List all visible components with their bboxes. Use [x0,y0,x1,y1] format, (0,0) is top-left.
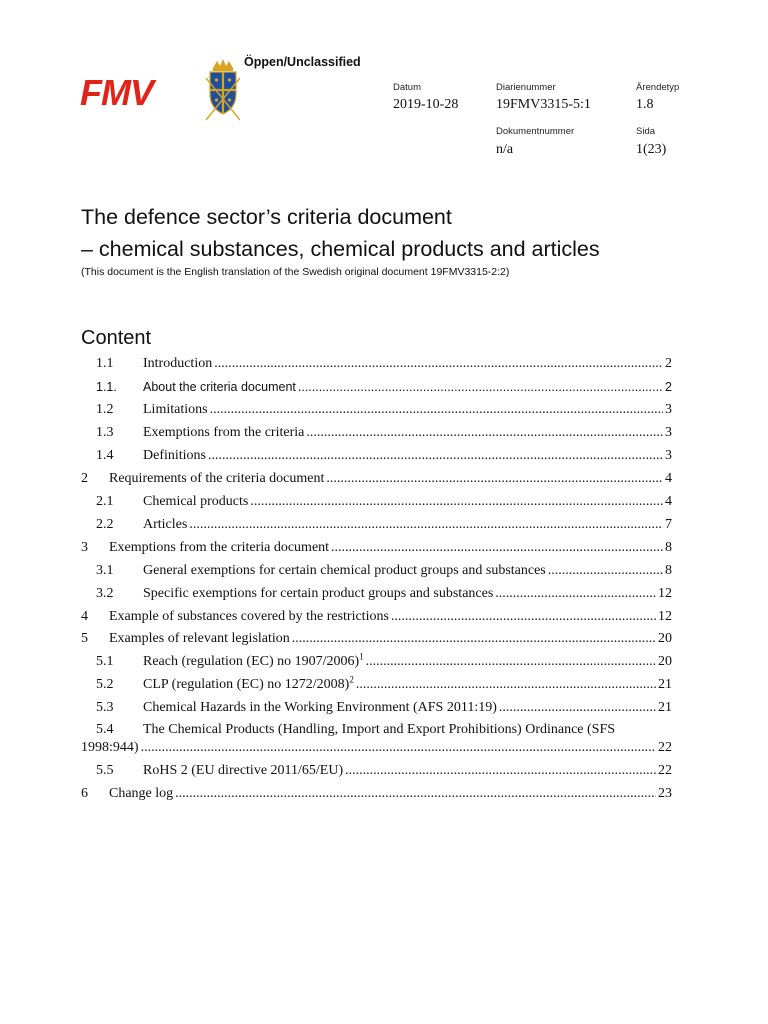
toc-leader-dots [495,585,656,603]
toc-page-number: 2 [665,380,672,394]
toc-leader-dots [292,630,656,648]
toc-leader-dots [210,401,663,419]
toc-number: 5.4 [96,722,114,737]
toc-number: 3 [81,540,88,555]
toc-item[interactable] [81,608,672,626]
toc-leader-dots [208,447,663,465]
toc-item[interactable] [81,539,672,557]
toc-number: 5.5 [96,763,114,778]
toc-page-number: 12 [658,586,672,601]
toc-title-continued: 1998:944) [81,740,139,755]
toc-item[interactable] [96,401,672,419]
toc-title: Articles [143,517,188,532]
toc-number: 1.3 [96,425,114,440]
datum-label: Datum [393,82,421,93]
toc-page-number: 2 [665,356,672,371]
toc-number: 3.2 [96,586,114,601]
toc-title: Reach (regulation (EC) no 1907/2006)$^1$ [143,651,364,669]
document-title-line1: The defence sector’s criteria document [81,205,452,229]
toc-number: 3.1 [96,563,114,578]
toc-item[interactable] [81,470,672,488]
toc-page-number: 22 [658,763,672,778]
toc-number: 6 [81,786,88,801]
toc-page-number: 7 [665,517,672,532]
toc-item[interactable] [96,516,672,534]
toc-number: 4 [81,609,88,624]
toc-item[interactable] [96,424,672,442]
toc-item[interactable] [96,699,672,717]
toc-title: Example of substances covered by the restrictions [109,609,389,624]
toc-leader-dots [175,785,656,803]
toc-title: Requirements of the criteria document [109,471,325,486]
toc-number: 2 [81,471,88,486]
classification-label: Öppen/Unclassified [244,55,361,69]
toc-item[interactable] [81,630,672,648]
toc-leader-dots [306,424,663,442]
toc-title: CLP (regulation (EC) no 1272/2008)$^2$ [143,674,354,692]
toc-page-number: 4 [665,494,672,509]
toc-number: 5.2 [96,677,114,692]
toc-leader-dots [391,608,656,626]
toc-title: About the criteria document [143,380,296,394]
toc-page-number: 8 [665,563,672,578]
toc-title: Chemical Hazards in the Working Environment (AFS 2011:19) [143,700,497,715]
toc-page-number: 20 [658,654,672,669]
toc-leader-dots [250,493,663,511]
fmv-logo-wordmark: FMV [80,72,153,113]
toc-number: 1.1 [96,356,114,371]
dokumentnummer-label: Dokumentnummer [496,126,575,137]
toc-title: Limitations [143,402,208,417]
toc-leader-dots [356,676,656,694]
toc-page-number: 21 [658,700,672,715]
toc-number: 5.1 [96,654,114,669]
toc-item[interactable] [81,739,672,757]
toc-title: Change log [109,786,174,801]
toc-item[interactable] [96,585,672,603]
toc-page-number: 22 [658,740,672,755]
diarienummer-label: Diarienummer [496,82,556,93]
toc-title: Examples of relevant legislation [109,631,290,646]
toc-title: Exemptions from the criteria [143,425,305,440]
document-subtitle: (This document is the English translation of the Swedish original document 19FMV3315-2:2) [81,266,510,278]
toc-page-number: 3 [665,402,672,417]
toc-title: Exemptions from the criteria document [109,540,330,555]
toc-page-number: 21 [658,677,672,692]
toc-title: Specific exemptions for certain product groups and substances [143,586,494,601]
toc-number: 2.1 [96,494,114,509]
toc-number: 1.1. [96,380,117,394]
diarienummer-value: 19FMV3315-5:1 [496,97,591,112]
toc-item[interactable] [96,762,672,780]
footnote-ref: 1 [359,651,364,662]
toc-leader-dots [499,699,656,717]
toc-title: RoHS 2 (EU directive 2011/65/EU) [143,763,344,778]
toc-page-number: 4 [665,471,672,486]
toc-page-number: 3 [665,425,672,440]
toc-item[interactable] [96,676,672,694]
toc-title: The Chemical Products (Handling, Import and Export Prohibitions) Ordinance (SFS [143,722,616,737]
toc-title: General exemptions for certain chemical product groups and substances [143,563,546,578]
arendetyp-label: Ärendetyp [636,82,680,93]
toc-title: Definitions [143,448,206,463]
document-title-line2: – chemical substances, chemical products and articles [81,237,600,261]
toc-leader-dots [326,470,663,488]
sida-value: 1(23) [636,142,667,157]
dokumentnummer-value: n/a [496,142,514,157]
content-heading: Content [81,327,152,349]
toc-title: Introduction [143,356,213,371]
toc-page-number: 20 [658,631,672,646]
toc-item[interactable] [81,785,672,803]
toc-item[interactable] [96,355,672,373]
toc-number: 2.2 [96,517,114,532]
toc-leader-dots [298,378,663,396]
fmv-logo [80,58,240,126]
toc-number: 1.2 [96,402,114,417]
toc-leader-dots [548,562,663,580]
datum-value: 2019-10-28 [393,97,459,112]
toc-page-number: 23 [658,786,672,801]
toc-item[interactable] [96,447,672,465]
toc-item[interactable] [96,378,672,396]
toc-page-number: 8 [665,540,672,555]
crest-icon [206,59,240,120]
toc-leader-dots [214,355,663,373]
toc-item[interactable] [96,653,672,671]
toc-leader-dots [331,539,663,557]
toc-item[interactable] [96,493,672,511]
toc-item-line1[interactable] [96,722,615,738]
toc-page-number: 12 [658,609,672,624]
toc-number: 5 [81,631,88,646]
arendetyp-value: 1.8 [636,97,654,112]
toc-leader-dots [366,653,656,671]
toc-number: 1.4 [96,448,114,463]
toc-leader-dots [141,739,656,757]
toc-number: 5.3 [96,700,114,715]
toc-item[interactable] [96,562,672,580]
footnote-ref: 2 [349,674,354,685]
sida-label: Sida [636,126,656,137]
toc-leader-dots [345,762,656,780]
toc-leader-dots [189,516,663,534]
toc-page-number: 3 [665,448,672,463]
toc-title: Chemical products [143,494,249,509]
